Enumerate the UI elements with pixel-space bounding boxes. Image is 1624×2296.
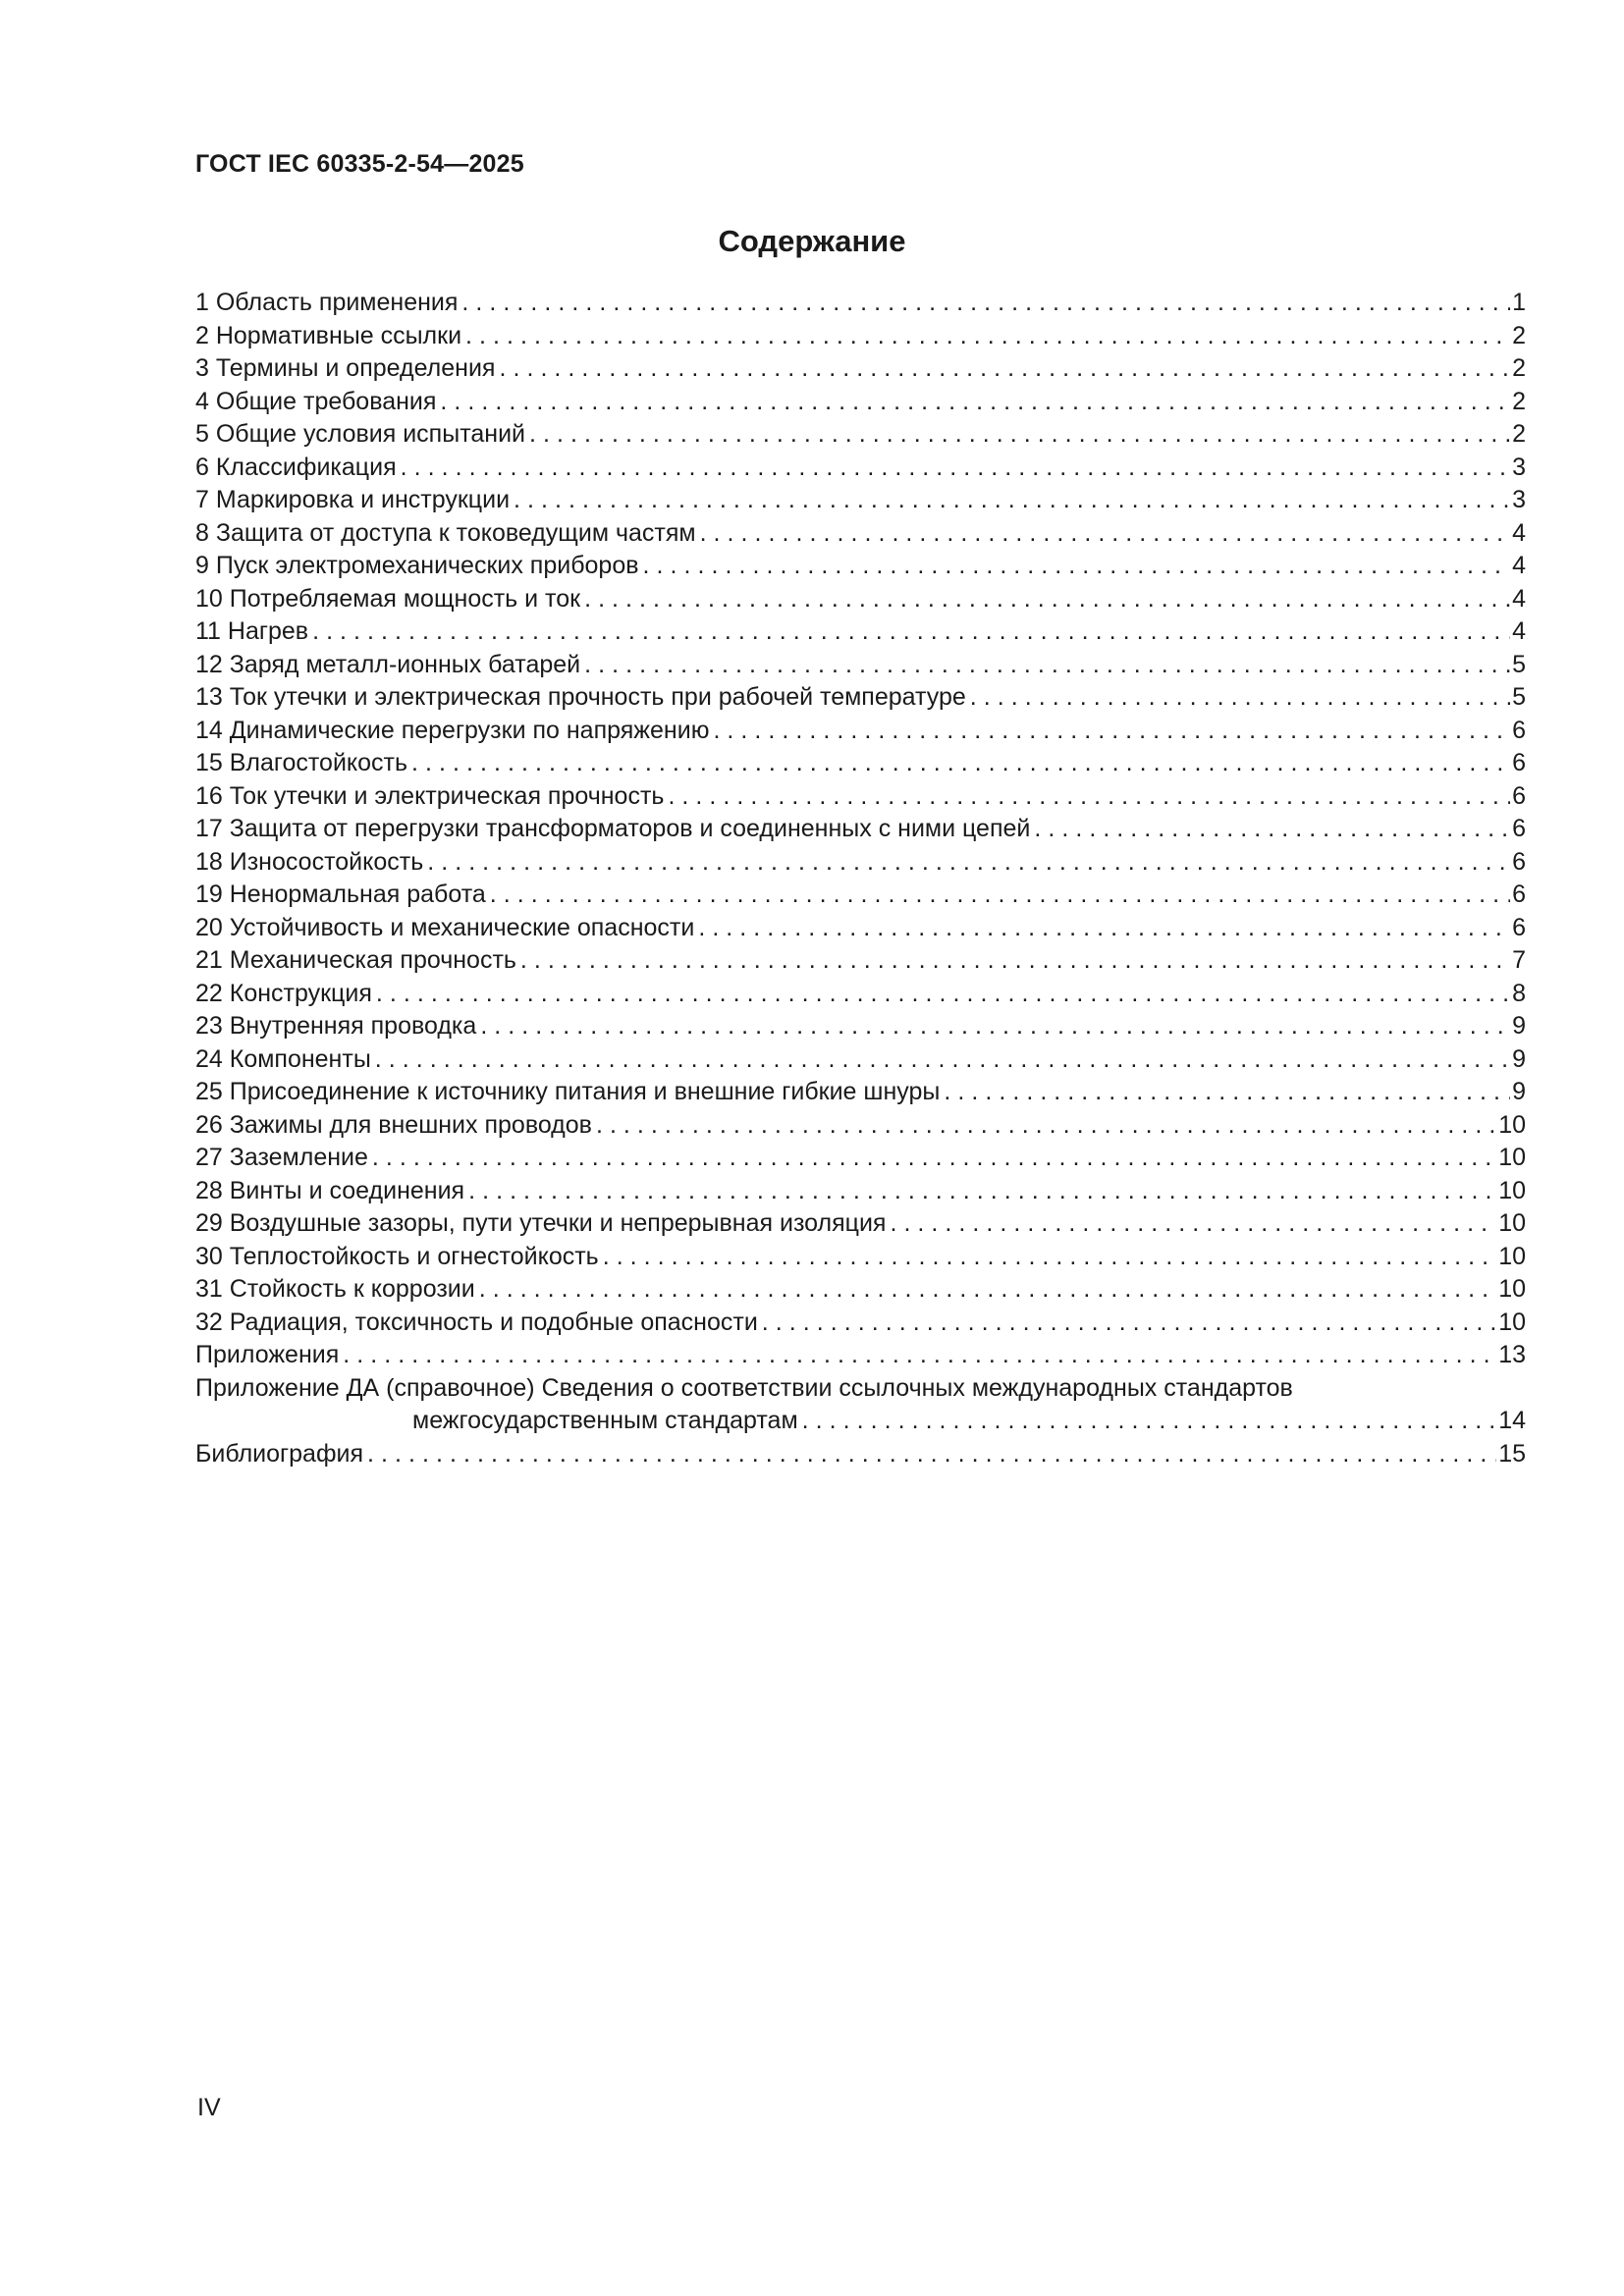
page-number: IV <box>197 2094 221 2121</box>
dot-leader <box>401 452 1510 485</box>
dot-leader <box>376 978 1510 1011</box>
toc-entry-bibliography[interactable] <box>195 1438 1526 1471</box>
toc-entry-label: 3 Термины и определения <box>195 354 496 382</box>
toc-entry-page: 6 <box>1512 716 1526 744</box>
dot-leader <box>312 615 1510 649</box>
toc-entry-page: 9 <box>1512 1078 1526 1105</box>
toc-entry-label: Библиография <box>195 1439 364 1468</box>
toc-entry-annex[interactable] <box>195 1372 1526 1438</box>
table-of-contents <box>195 287 1526 1470</box>
toc-entry-label: 15 Влагостойкость <box>195 749 408 776</box>
dot-leader <box>461 287 1510 320</box>
toc-entry-label: 8 Защита от доступа к токоведущим частям <box>195 518 696 547</box>
toc-entry-page: 6 <box>1512 749 1526 776</box>
dot-leader <box>584 649 1510 682</box>
dot-leader <box>643 550 1511 583</box>
document-code: ГОСТ IEC 60335-2-54—2025 <box>195 150 524 178</box>
toc-entry-page: 9 <box>1512 1012 1526 1040</box>
toc-entry-label: 31 Стойкость к коррозии <box>195 1275 475 1303</box>
toc-entry-page: 10 <box>1498 1176 1526 1204</box>
toc-entry-page: 6 <box>1512 881 1526 908</box>
dot-leader <box>520 944 1510 978</box>
toc-entry-page: 14 <box>1498 1407 1526 1434</box>
toc-entry[interactable] <box>195 912 1526 945</box>
toc-entry-label: Приложения <box>195 1341 340 1368</box>
toc-entry[interactable] <box>195 846 1526 880</box>
dot-leader <box>375 1043 1510 1077</box>
toc-entry-label: 13 Ток утечки и электрическая прочность при рабочей температуре <box>195 683 966 711</box>
toc-entry-label: 21 Механическая прочность <box>195 946 516 974</box>
dot-leader <box>367 1438 1496 1471</box>
toc-entry-page: 3 <box>1512 486 1526 513</box>
dot-leader <box>700 517 1511 551</box>
dot-leader <box>468 1175 1496 1208</box>
toc-entry[interactable] <box>195 386 1526 419</box>
toc-entry-label: 18 Износостойкость <box>195 847 424 876</box>
dot-leader <box>762 1307 1496 1340</box>
dot-leader <box>480 1010 1510 1043</box>
toc-entry-label: 22 Конструкция <box>195 979 372 1007</box>
toc-entry[interactable] <box>195 287 1526 320</box>
dot-leader <box>514 484 1510 517</box>
toc-entry-page: 5 <box>1512 683 1526 711</box>
toc-entry-page: 4 <box>1512 552 1526 579</box>
toc-entry-label: 29 Воздушные зазоры, пути утечки и непрерывная изоляция <box>195 1209 887 1237</box>
toc-entry-annex-continuation <box>195 1405 1526 1438</box>
toc-entry[interactable] <box>195 1142 1526 1175</box>
toc-entry-label: 9 Пуск электромеханических приборов <box>195 552 639 579</box>
toc-entry-page: 4 <box>1512 584 1526 613</box>
dot-leader <box>713 715 1510 748</box>
dot-leader <box>479 1273 1496 1307</box>
dot-leader <box>890 1207 1496 1241</box>
toc-entry-label: межгосударственным стандартам <box>412 1407 798 1434</box>
toc-entry-label: 11 Нагрев <box>195 617 309 645</box>
dot-leader <box>596 1109 1496 1143</box>
toc-entry[interactable] <box>195 352 1526 386</box>
dot-leader <box>343 1339 1496 1372</box>
dot-leader <box>970 681 1510 715</box>
toc-entry-page: 10 <box>1498 1275 1526 1303</box>
toc-entry[interactable] <box>195 978 1526 1011</box>
toc-entry-label: 17 Защита от перегрузки трансформаторов и соединенных с ними цепей <box>195 815 1031 842</box>
dot-leader <box>490 879 1510 912</box>
toc-entry-label: 10 Потребляемая мощность и ток <box>195 584 581 613</box>
dot-leader <box>411 747 1510 780</box>
toc-entry-page: 2 <box>1512 420 1526 448</box>
toc-entry-page: 2 <box>1512 354 1526 382</box>
toc-entry-page: 7 <box>1512 946 1526 974</box>
toc-entry-page: 4 <box>1512 518 1526 547</box>
toc-entry-label: 14 Динамические перегрузки по напряжению <box>195 716 710 744</box>
toc-entry[interactable] <box>195 320 1526 353</box>
toc-entry[interactable] <box>195 780 1526 814</box>
toc-entry-page: 13 <box>1498 1341 1526 1368</box>
toc-entry-label: 30 Теплостойкость и огнестойкость <box>195 1242 599 1270</box>
toc-entry-page: 10 <box>1498 1110 1526 1139</box>
toc-entry[interactable] <box>195 452 1526 485</box>
toc-entry-page: 10 <box>1498 1308 1526 1336</box>
toc-entry[interactable] <box>195 517 1526 551</box>
toc-entry[interactable] <box>195 1339 1526 1372</box>
toc-entry-page: 2 <box>1512 321 1526 349</box>
dot-leader <box>499 352 1510 386</box>
toc-title: Содержание <box>718 224 906 258</box>
toc-entry-page: 10 <box>1498 1242 1526 1270</box>
dot-leader <box>1034 813 1510 846</box>
toc-entry-label: 6 Классификация <box>195 453 397 481</box>
toc-entry[interactable] <box>195 1307 1526 1340</box>
toc-entry-page: 10 <box>1498 1209 1526 1237</box>
toc-entry-label: 1 Область применения <box>195 289 459 316</box>
toc-entry-label: 16 Ток утечки и электрическая прочность <box>195 781 665 810</box>
toc-entry-label: 19 Ненормальная работа <box>195 881 486 908</box>
toc-entry[interactable] <box>195 1175 1526 1208</box>
toc-entry-label: 5 Общие условия испытаний <box>195 420 525 448</box>
toc-entry[interactable] <box>195 1076 1526 1109</box>
dot-leader <box>465 320 1510 353</box>
toc-entry[interactable] <box>195 747 1526 780</box>
dot-leader <box>427 846 1510 880</box>
toc-entry-page: 8 <box>1512 979 1526 1007</box>
toc-entry-page: 10 <box>1498 1144 1526 1171</box>
toc-entry-label: 23 Внутренняя проводка <box>195 1012 477 1040</box>
toc-entry-page: 2 <box>1512 387 1526 415</box>
toc-entry[interactable] <box>195 944 1526 978</box>
toc-entry-label: 2 Нормативные ссылки <box>195 321 462 349</box>
toc-entry-page: 6 <box>1512 913 1526 941</box>
dot-leader <box>584 583 1510 616</box>
toc-entry-label: 28 Винты и соединения <box>195 1176 465 1204</box>
dot-leader <box>802 1405 1497 1438</box>
toc-entry[interactable] <box>195 879 1526 912</box>
dot-leader <box>440 386 1510 419</box>
toc-entry-page: 4 <box>1512 617 1526 645</box>
toc-entry-page: 5 <box>1512 650 1526 678</box>
toc-entry[interactable] <box>195 615 1526 649</box>
toc-entry-annex-title: Приложение ДА (справочное) Сведения о соответствии ссылочных международных стандартов <box>195 1373 1293 1402</box>
toc-entry-page: 6 <box>1512 815 1526 842</box>
toc-entry-page: 9 <box>1512 1044 1526 1073</box>
toc-entry-label: 26 Зажимы для внешних проводов <box>195 1110 592 1139</box>
toc-entry[interactable] <box>195 715 1526 748</box>
toc-entry-page: 6 <box>1512 781 1526 810</box>
toc-entry-label: 32 Радиация, токсичность и подобные опасности <box>195 1308 758 1336</box>
toc-entry[interactable] <box>195 681 1526 715</box>
toc-entry[interactable] <box>195 1207 1526 1241</box>
toc-entry-page: 3 <box>1512 453 1526 481</box>
dot-leader <box>603 1241 1496 1274</box>
toc-entry[interactable] <box>195 813 1526 846</box>
toc-entry[interactable] <box>195 1043 1526 1077</box>
toc-entry-label: 25 Присоединение к источнику питания и внешние гибкие шнуры <box>195 1078 941 1105</box>
toc-entry-label: 7 Маркировка и инструкции <box>195 486 511 513</box>
toc-entry[interactable] <box>195 484 1526 517</box>
dot-leader <box>668 780 1510 814</box>
toc-entry[interactable] <box>195 1010 1526 1043</box>
toc-entry-label: 20 Устойчивость и механические опасности <box>195 913 695 941</box>
toc-entry[interactable] <box>195 550 1526 583</box>
toc-entry[interactable] <box>195 649 1526 682</box>
toc-entry[interactable] <box>195 1241 1526 1274</box>
toc-entry-label: 12 Заряд металл-ионных батарей <box>195 650 581 678</box>
toc-entry-label: 27 Заземление <box>195 1144 368 1171</box>
toc-entry-page: 15 <box>1498 1439 1526 1468</box>
toc-entry[interactable] <box>195 1273 1526 1307</box>
toc-entry-label: 4 Общие требования <box>195 387 437 415</box>
dot-leader <box>698 912 1510 945</box>
dot-leader <box>529 418 1510 452</box>
dot-leader <box>944 1076 1510 1109</box>
toc-entry-page: 6 <box>1512 847 1526 876</box>
toc-entry[interactable] <box>195 418 1526 452</box>
toc-entry[interactable] <box>195 1109 1526 1143</box>
toc-entry[interactable] <box>195 583 1526 616</box>
dot-leader <box>372 1142 1496 1175</box>
toc-entry-label: 24 Компоненты <box>195 1044 371 1073</box>
toc-entry-page: 1 <box>1512 289 1526 316</box>
